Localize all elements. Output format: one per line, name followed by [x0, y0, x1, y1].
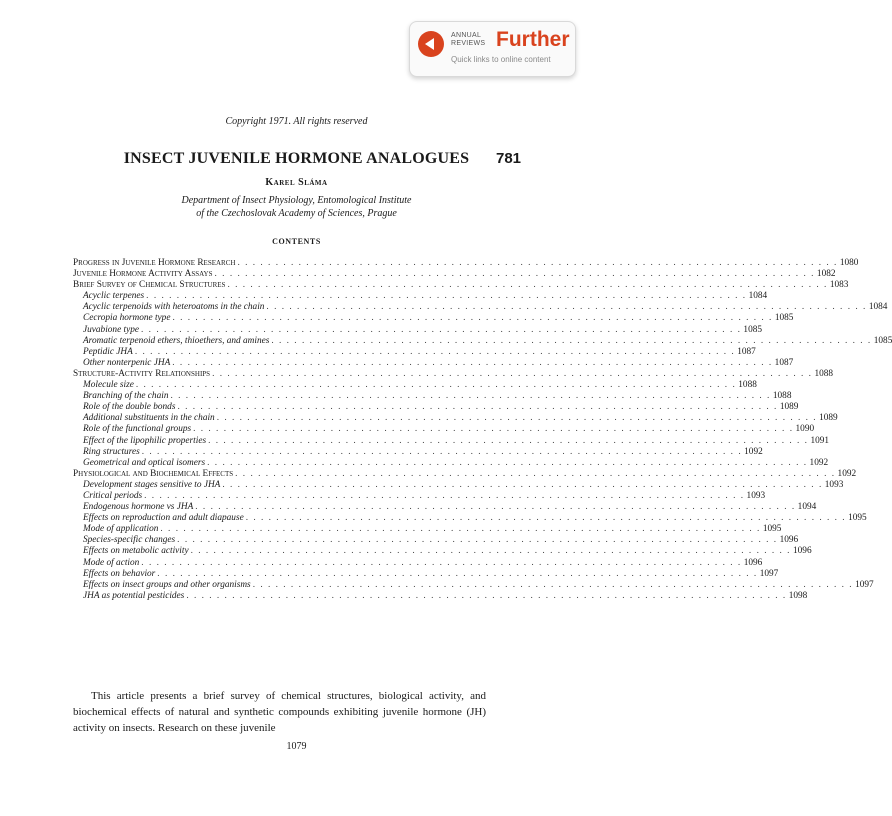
toc-leader-dots: . . . . . . . . . . . . . . . . . . . . . . . . . . . . . . . . . . . . . . . . . . . . . . . . . . . . . . . . . . . . . . . . . . . . . . . . . . . . . . . [222, 479, 823, 490]
toc-leader-dots: . . . . . . . . . . . . . . . . . . . . . . . . . . . . . . . . . . . . . . . . . . . . . . . . . . . . . . . . . . . . . . . . . . . . . . . . . . . . . . . [208, 435, 809, 446]
toc-entry-title: Progress in Juvenile Hormone Research [73, 258, 236, 268]
toc-leader-dots: . . . . . . . . . . . . . . . . . . . . . . . . . . . . . . . . . . . . . . . . . . . . . . . . . . . . . . . . . . . . . . . . . . . . . . . . . . . . . . . [172, 313, 773, 324]
badge-annual-label: ANNUAL [451, 32, 482, 39]
badge-quick-links-link[interactable]: Quick links to online content [451, 55, 551, 64]
toc-subsection-entry [73, 424, 815, 435]
toc-entry-title: Effects on reproduction and adult diapause [83, 513, 244, 524]
toc-subsection-entry [73, 357, 794, 369]
toc-entry-page: 1085 [873, 335, 892, 346]
toc-entry-title: Role of the double bonds [83, 402, 176, 413]
toc-leader-dots: . . . . . . . . . . . . . . . . . . . . . . . . . . . . . . . . . . . . . . . . . . . . . . . . . . . . . . . . . . . . . . . . . . . . . . . . . . . . . . . [237, 258, 838, 268]
toc-entry-page: 1080 [839, 258, 859, 268]
toc-leader-dots: . . . . . . . . . . . . . . . . . . . . . . . . . . . . . . . . . . . . . . . . . . . . . . . . . . . . . . . . . . . . . . . . . . . . . . . . . . . . . . . [135, 380, 737, 391]
toc-entry-title: Juvenile Hormone Activity Assays [73, 269, 213, 280]
toc-leader-dots: . . . . . . . . . . . . . . . . . . . . . . . . . . . . . . . . . . . . . . . . . . . . . . . . . . . . . . . . . . . . . . . . . . . . . . . . . . . . . . . [172, 357, 773, 368]
further-badge[interactable] [409, 21, 576, 77]
toc-section-entry [73, 468, 857, 480]
toc-entry-page: 1095 [762, 524, 782, 535]
toc-entry-title: Molecule size [83, 380, 134, 391]
badge-reviews-label: REVIEWS [451, 40, 486, 47]
toc-subsection-entry [73, 535, 799, 546]
toc-entry-page: 1088 [738, 380, 757, 391]
toc-subsection-entry [73, 513, 867, 524]
toc-entry-page: 1087 [774, 357, 794, 368]
toc-subsection-entry [73, 313, 794, 324]
toc-entry-title: Effects on insect groups and other organisms [83, 579, 251, 590]
toc-entry-page: 1093 [824, 479, 844, 490]
toc-entry-title: Acyclic terpenes [83, 291, 145, 302]
toc-subsection-entry [73, 579, 874, 591]
toc-subsection-entry [73, 568, 779, 580]
toc-leader-dots: . . . . . . . . . . . . . . . . . . . . . . . . . . . . . . . . . . . . . . . . . . . . . . . . . . . . . . . . . . . . . . . . . . . . . . . . . . . . . . . [252, 579, 854, 590]
page-number: 781 [496, 150, 522, 167]
toc-section-entry [73, 269, 836, 280]
article-title: INSECT JUVENILE HORMONE ANALOGUES [123, 150, 470, 167]
toc-entry-title: Critical periods [83, 490, 143, 501]
toc-section-entry [73, 280, 849, 291]
toc-entry-page: 1089 [779, 402, 799, 413]
toc-entry-title: Effect of the lipophilic properties [83, 435, 207, 446]
toc-entry-title: Additional substituents in the chain [83, 413, 215, 424]
toc-entry-title: Acyclic terpenoids with heteroatoms in the chain [83, 302, 265, 313]
toc-entry-title: Geometrical and optical isomers [83, 457, 206, 468]
toc-leader-dots: . . . . . . . . . . . . . . . . . . . . . . . . . . . . . . . . . . . . . . . . . . . . . . . . . . . . . . . . . . . . . . . . . . . . . . . . . . . . . . . [141, 557, 742, 568]
toc-entry-page: 1095 [848, 513, 867, 524]
toc-leader-dots: . . . . . . . . . . . . . . . . . . . . . . . . . . . . . . . . . . . . . . . . . . . . . . . . . . . . . . . . . . . . . . . . . . . . . . . . . . . . . . . [235, 468, 836, 479]
toc-entry-title: Physiological and Biochemical Effects [73, 468, 234, 479]
toc-leader-dots: . . . . . . . . . . . . . . . . . . . . . . . . . . . . . . . . . . . . . . . . . . . . . . . . . . . . . . . . . . . . . . . . . . . . . . . . . . . . . . . [212, 368, 813, 379]
toc-entry-page: 1097 [759, 568, 779, 579]
badge-further-label: Further [496, 28, 570, 51]
toc-leader-dots: . . . . . . . . . . . . . . . . . . . . . . . . . . . . . . . . . . . . . . . . . . . . . . . . . . . . . . . . . . . . . . . . . . . . . . . . . . . . . . . [227, 280, 828, 291]
annual-reviews-logo-icon [418, 31, 444, 57]
toc-subsection-entry [73, 590, 808, 602]
toc-entry-page: 1083 [829, 280, 849, 291]
toc-leader-dots: . . . . . . . . . . . . . . . . . . . . . . . . . . . . . . . . . . . . . . . . . . . . . . . . . . . . . . . . . . . . . . . . . . . . . . . . . . . . . . . [160, 524, 761, 535]
toc-entry-title: Mode of application [83, 524, 159, 535]
intro-paragraph: This article presents a brief survey of chemical structures, biological activity, and biochemical effects of natural and synthetic compounds exhibiting juvenile hormone (JH) activity on insects. Research on these juvenile [73, 690, 486, 734]
toc-leader-dots: . . . . . . . . . . . . . . . . . . . . . . . . . . . . . . . . . . . . . . . . . . . . . . . . . . . . . . . . . . . . . . . . . . . . . . . . . . . . . . . [195, 502, 796, 513]
toc-leader-dots: . . . . . . . . . . . . . . . . . . . . . . . . . . . . . . . . . . . . . . . . . . . . . . . . . . . . . . . . . . . . . . . . . . . . . . . . . . . . . . . [245, 513, 847, 524]
toc-entry-page: 1096 [743, 557, 763, 568]
toc-entry-page: 1088 [814, 368, 834, 379]
toc-entry-page: 1097 [855, 579, 874, 590]
toc-subsection-entry [73, 446, 763, 458]
toc-leader-dots: . . . . . . . . . . . . . . . . . . . . . . . . . . . . . . . . . . . . . . . . . . . . . . . . . . . . . . . . . . . . . . . . . . . . . . . . . . . . . . . [207, 457, 808, 468]
toc-entry-page: 1085 [774, 313, 794, 324]
toc-leader-dots: . . . . . . . . . . . . . . . . . . . . . . . . . . . . . . . . . . . . . . . . . . . . . . . . . . . . . . . . . . . . . . . . . . . . . . . . . . . . . . . [146, 291, 747, 302]
toc-leader-dots: . . . . . . . . . . . . . . . . . . . . . . . . . . . . . . . . . . . . . . . . . . . . . . . . . . . . . . . . . . . . . . . . . . . . . . . . . . . . . . . [271, 335, 872, 346]
toc-entry-page: 1089 [819, 413, 838, 424]
toc-entry-title: Aromatic terpenoid ethers, thioethers, and amines [83, 335, 270, 346]
toc-leader-dots: . . . . . . . . . . . . . . . . . . . . . . . . . . . . . . . . . . . . . . . . . . . . . . . . . . . . . . . . . . . . . . . . . . . . . . . . . . . . . . . [157, 568, 758, 579]
toc-entry-page: 1092 [744, 446, 763, 457]
toc-entry-page: 1092 [809, 457, 829, 468]
toc-entry-title: Effects on metabolic activity [83, 546, 189, 557]
affiliation-line-2: of the Czechoslovak Academy of Sciences, Prague [196, 208, 397, 219]
toc-subsection-entry [73, 557, 763, 569]
toc-subsection-entry [73, 490, 766, 502]
toc-entry-title: Cecropia hormone type [83, 313, 171, 324]
toc-entry-title: Species-specific changes [83, 535, 176, 546]
toc-subsection-entry [73, 546, 812, 557]
toc-entry-title: Endogenous hormone vs JHA [83, 502, 194, 513]
toc-subsection-entry [73, 391, 792, 402]
toc-subsection-entry [73, 435, 830, 447]
footer-page-number: 1079 [286, 741, 307, 752]
toc-subsection-entry [73, 335, 892, 347]
toc-leader-dots: . . . . . . . . . . . . . . . . . . . . . . . . . . . . . . . . . . . . . . . . . . . . . . . . . . . . . . . . . . . . . . . . . . . . . . . . . . . . . . . [134, 346, 736, 357]
toc-entry-title: Development stages sensitive to JHA [83, 479, 221, 490]
toc-entry-page: 1084 [868, 302, 888, 313]
toc-leader-dots: . . . . . . . . . . . . . . . . . . . . . . . . . . . . . . . . . . . . . . . . . . . . . . . . . . . . . . . . . . . . . . . . . . . . . . . . . . . . . . . [193, 424, 794, 435]
toc-subsection-entry [73, 302, 888, 313]
toc-entry-title: Brief Survey of Chemical Structures [73, 280, 226, 291]
toc-subsection-entry [73, 324, 763, 336]
toc-leader-dots: . . . . . . . . . . . . . . . . . . . . . . . . . . . . . . . . . . . . . . . . . . . . . . . . . . . . . . . . . . . . . . . . . . . . . . . . . . . . . . . [141, 324, 742, 335]
toc-entry-title: Structure-Activity Relationships [73, 368, 211, 379]
toc-entry-page: 1096 [793, 546, 812, 557]
toc-entry-page: 1091 [810, 435, 830, 446]
toc-entry-title: Branching of the chain [83, 391, 169, 402]
toc-leader-dots: . . . . . . . . . . . . . . . . . . . . . . . . . . . . . . . . . . . . . . . . . . . . . . . . . . . . . . . . . . . . . . . . . . . . . . . . . . . . . . . [177, 535, 778, 546]
toc-entry-page: 1082 [816, 269, 836, 280]
toc-entry-page: 1093 [746, 490, 766, 501]
toc-leader-dots: . . . . . . . . . . . . . . . . . . . . . . . . . . . . . . . . . . . . . . . . . . . . . . . . . . . . . . . . . . . . . . . . . . . . . . . . . . . . . . . [266, 302, 867, 313]
toc-subsection-entry [73, 346, 756, 358]
toc-entry-page: 1090 [795, 424, 815, 435]
toc-section-entry [73, 368, 834, 380]
toc-subsection-entry [73, 457, 829, 469]
affiliation-line-1: Department of Insect Physiology, Entomological Institute [181, 195, 412, 206]
toc-entry-title: Effects on behavior [83, 568, 156, 579]
toc-leader-dots: . . . . . . . . . . . . . . . . . . . . . . . . . . . . . . . . . . . . . . . . . . . . . . . . . . . . . . . . . . . . . . . . . . . . . . . . . . . . . . . [141, 446, 743, 457]
contents-heading: CONTENTS [272, 237, 321, 246]
toc-entry-page: 1096 [779, 535, 799, 546]
toc-section-entry [73, 258, 859, 269]
toc-entry-title: JHA as potential pesticides [83, 590, 185, 601]
toc-leader-dots: . . . . . . . . . . . . . . . . . . . . . . . . . . . . . . . . . . . . . . . . . . . . . . . . . . . . . . . . . . . . . . . . . . . . . . . . . . . . . . . [190, 546, 791, 557]
toc-subsection-entry [73, 524, 782, 535]
table-of-contents [73, 258, 892, 602]
toc-entry-page: 1092 [837, 468, 857, 479]
toc-entry-title: Ring structures [83, 446, 140, 457]
author-name: Karel Sláma [265, 177, 328, 188]
toc-entry-title: Peptidic JHA [83, 346, 133, 357]
toc-subsection-entry [73, 291, 768, 302]
toc-entry-page: 1088 [772, 391, 792, 402]
toc-entry-title: Other nonterpenic JHA [83, 357, 171, 368]
toc-entry-page: 1085 [743, 324, 763, 335]
toc-leader-dots: . . . . . . . . . . . . . . . . . . . . . . . . . . . . . . . . . . . . . . . . . . . . . . . . . . . . . . . . . . . . . . . . . . . . . . . . . . . . . . . [170, 391, 771, 402]
toc-entry-page: 1098 [788, 590, 808, 601]
toc-subsection-entry [73, 380, 757, 391]
toc-subsection-entry [73, 479, 844, 491]
toc-entry-page: 1087 [737, 346, 756, 357]
toc-entry-title: Role of the functional groups [83, 424, 192, 435]
toc-subsection-entry [73, 402, 799, 413]
toc-leader-dots: . . . . . . . . . . . . . . . . . . . . . . . . . . . . . . . . . . . . . . . . . . . . . . . . . . . . . . . . . . . . . . . . . . . . . . . . . . . . . . . [214, 269, 815, 280]
toc-subsection-entry [73, 502, 817, 513]
toc-leader-dots: . . . . . . . . . . . . . . . . . . . . . . . . . . . . . . . . . . . . . . . . . . . . . . . . . . . . . . . . . . . . . . . . . . . . . . . . . . . . . . . [186, 590, 787, 601]
toc-leader-dots: . . . . . . . . . . . . . . . . . . . . . . . . . . . . . . . . . . . . . . . . . . . . . . . . . . . . . . . . . . . . . . . . . . . . . . . . . . . . . . . [216, 413, 818, 424]
copyright-notice: Copyright 1971. All rights reserved [225, 116, 368, 127]
toc-entry-title: Juvabione type [83, 324, 140, 335]
toc-leader-dots: . . . . . . . . . . . . . . . . . . . . . . . . . . . . . . . . . . . . . . . . . . . . . . . . . . . . . . . . . . . . . . . . . . . . . . . . . . . . . . . [177, 402, 778, 413]
toc-entry-title: Mode of action [83, 557, 140, 568]
toc-entry-page: 1084 [748, 291, 768, 302]
body-text [73, 688, 486, 736]
toc-entry-page: 1094 [797, 502, 817, 513]
toc-leader-dots: . . . . . . . . . . . . . . . . . . . . . . . . . . . . . . . . . . . . . . . . . . . . . . . . . . . . . . . . . . . . . . . . . . . . . . . . . . . . . . . [144, 490, 745, 501]
toc-subsection-entry [73, 413, 838, 424]
